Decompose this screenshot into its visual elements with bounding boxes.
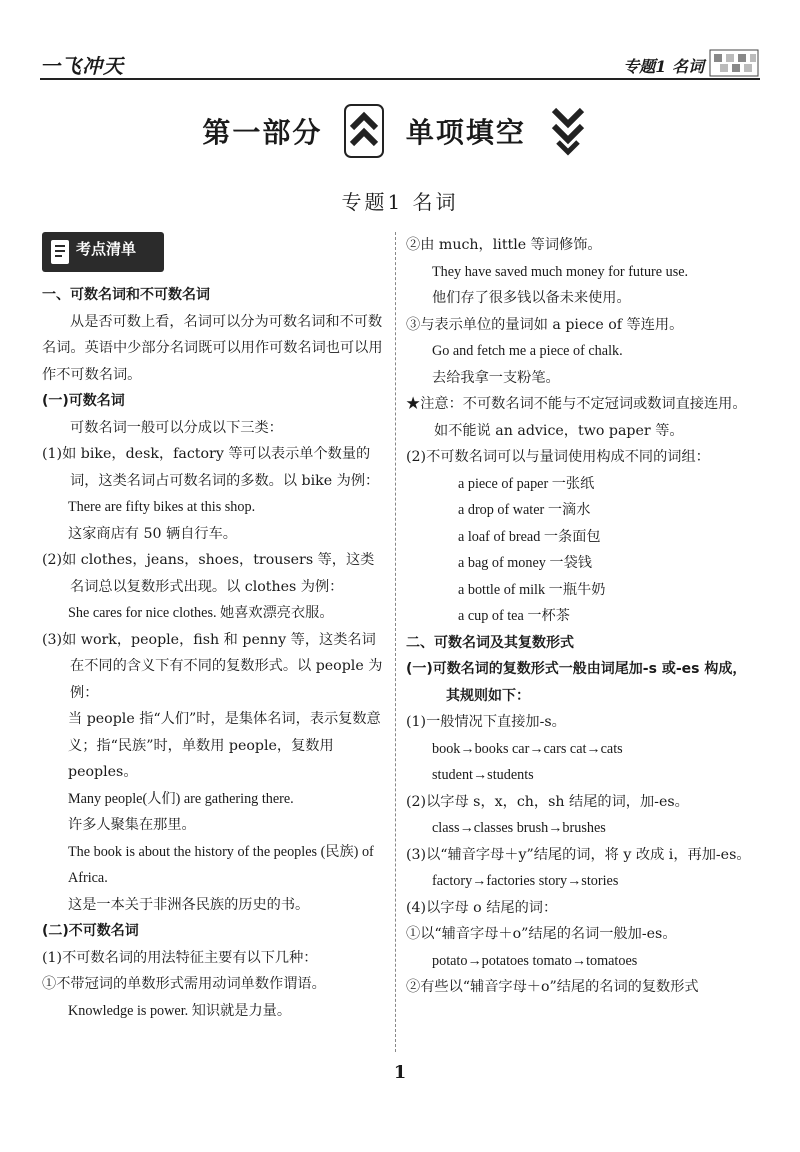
right-line: (4)以字母 o 结尾的词：: [406, 899, 558, 916]
left-line: (一)可数名词: [42, 393, 125, 409]
right-line: 他们存了很多钱以备未来使用。: [432, 290, 631, 306]
right-line: 二、可数名词及其复数形式: [406, 634, 574, 651]
right-line: They have saved much money for future use.: [432, 263, 689, 280]
section-label: 单项填空: [405, 116, 526, 149]
right-line: (2)以字母 s，x，ch，sh 结尾的词，加-es。: [406, 793, 689, 810]
left-column: [42, 232, 386, 1024]
right-line: ①以“辅音字母＋o”结尾的名词一般加-es。: [406, 926, 677, 942]
right-line: a loaf of bread 一条面包: [458, 528, 601, 545]
left-text-block: [42, 282, 386, 1024]
right-line: a bottle of milk 一瓶牛奶: [458, 581, 606, 598]
right-line: class→classes brush→brushes: [432, 820, 606, 836]
left-line: There are fifty bikes at this shop.: [68, 499, 256, 515]
right-line: ②由 much，little 等词修饰。: [406, 237, 602, 253]
left-line: (二)不可数名词: [42, 923, 139, 939]
left-line: 这是一本关于非洲各民族的历史的书。: [68, 896, 310, 913]
right-line: ③与表示单位的量词如 a piece of 等连用。: [406, 316, 684, 333]
right-line: (3)以“辅音字母＋y”结尾的词，将 y 改成 i，再加-es。: [406, 846, 751, 863]
part-label: 第一部分: [202, 116, 323, 149]
right-line: a drop of water 一滴水: [458, 502, 591, 518]
column-divider: [395, 232, 396, 1052]
right-text-block: [406, 232, 752, 1001]
left-line: 当 people 指“人们”时，是集体名词，表示复数意义；指“民族”时，单数用 people，复数用 peoples。: [68, 711, 381, 780]
left-line: 一、可数名词和不可数名词: [42, 287, 210, 303]
left-line: (2)如 clothes，jeans，shoes，trousers 等，这类名词总以复数形式出现。以 clothes 为例：: [42, 552, 375, 595]
left-line: The book is about the history of the peoples (民族) of Africa.: [68, 843, 374, 886]
key-points-badge: [42, 232, 174, 276]
right-line: ②有些以“辅音字母＋o”结尾的名词的复数形式: [406, 979, 699, 995]
header-rule: [40, 78, 760, 80]
right-line: 去给我拿一支粉笔。: [432, 369, 560, 386]
left-line: 可数名词一般可以分成以下三类：: [70, 419, 283, 436]
badge-label: 考点清单: [76, 240, 137, 258]
left-line: She cares for nice clothes. 她喜欢漂亮衣服。: [68, 605, 334, 621]
left-line: (3)如 work，people，fish 和 penny 等，这类名词在不同的含义下有不同的复数形式。以 people 为例：: [42, 631, 383, 701]
left-line: 许多人聚集在那里。: [68, 817, 196, 833]
right-line: (2)不可数名词可以与量词使用构成不同的词组：: [406, 449, 710, 465]
chevron-down-icon: [548, 104, 588, 158]
right-column: [406, 232, 752, 1001]
right-line: factory→factories story→stories: [432, 873, 619, 889]
right-line: student→students: [432, 767, 534, 783]
part-title: [0, 104, 800, 158]
left-line: (1)不可数名词的用法特征主要有以下几种：: [42, 949, 318, 966]
header-section-title: 专题1 名词: [623, 57, 704, 76]
left-line: Knowledge is power. 知识就是力量。: [68, 1002, 292, 1019]
left-line: ①不带冠词的单数形式需用动词单数作谓语。: [42, 976, 326, 992]
right-line: potato→potatoes tomato→tomatoes: [432, 952, 638, 969]
right-line: ★注意：不可数名词不能与不定冠词或数词直接连用。如不能说 an advice，two paper 等。: [406, 396, 747, 439]
right-line: a bag of money 一袋钱: [458, 555, 592, 571]
left-line: (1)如 bike，desk，factory 等可以表示单个数量的词，这类名词占可数名词的多数。以 bike 为例：: [42, 446, 380, 489]
right-line: Go and fetch me a piece of chalk.: [432, 343, 623, 359]
right-line: (1)一般情况下直接加-s。: [406, 714, 566, 730]
topic-title: 专题1 名词: [341, 190, 459, 214]
right-line: a piece of paper 一张纸: [458, 475, 595, 492]
chevron-up-icon: [344, 104, 384, 158]
page-number: 1: [393, 1062, 407, 1083]
scroll-icon: [48, 238, 72, 266]
header-pattern-icon: [708, 48, 760, 78]
brand-logo: 一飞冲天: [40, 54, 124, 78]
page-header: [40, 44, 760, 84]
right-line: a cup of tea 一杯茶: [458, 608, 570, 624]
left-line: 这家商店有 50 辆自行车。: [68, 525, 237, 542]
right-line: book→books car→cars cat→cats: [432, 740, 623, 757]
left-line: 从是否可数上看，名词可以分为可数名词和不可数名词。英语中少部分名词既可以用作可数名词也可以用作不可数名词。: [42, 313, 383, 383]
right-line: (一)可数名词的复数形式一般由词尾加-s 或-es 构成，其规则如下：: [406, 661, 747, 704]
left-line: Many people(人们) are gathering there.: [68, 790, 294, 807]
